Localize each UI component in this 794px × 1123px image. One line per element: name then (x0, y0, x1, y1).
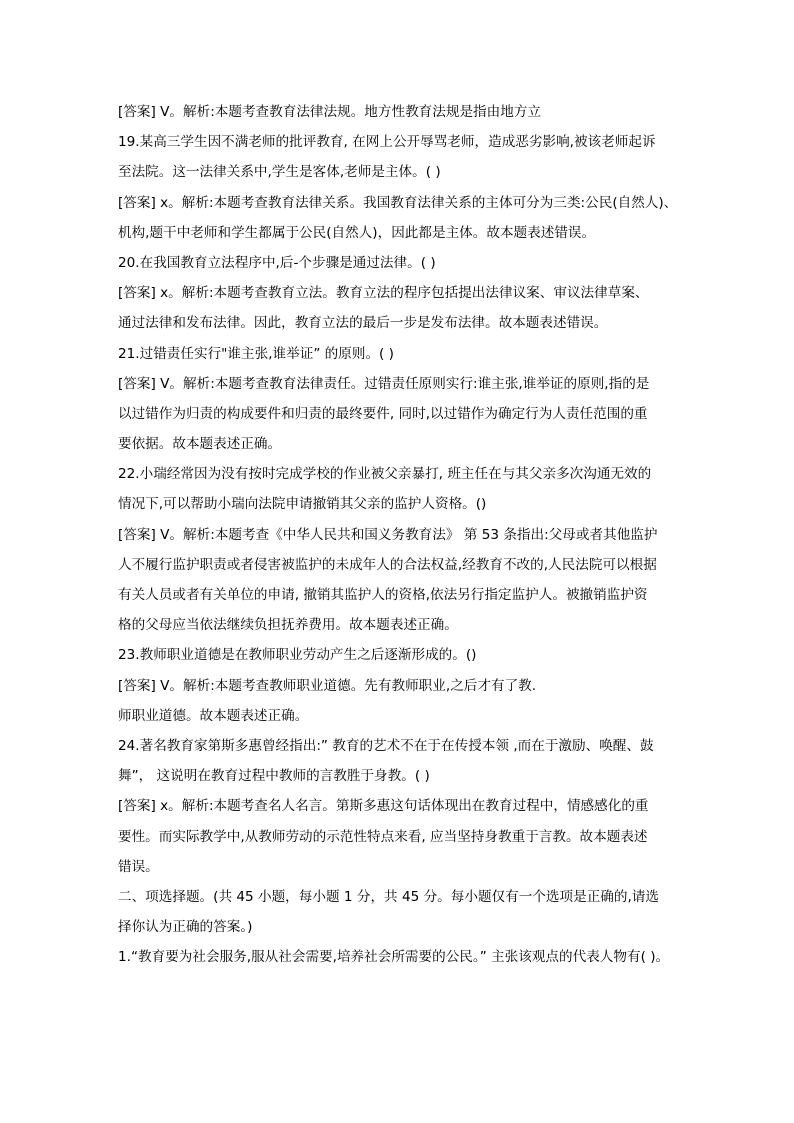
text-line: 择你认为正确的答案。) (118, 919, 253, 936)
text-line: 错误。 (118, 858, 159, 875)
text-line: 有关人员或者有关单位的申请, 撤销其监护人的资格,依法另行指定监护人。被撤销监护资 (118, 587, 648, 603)
text-line: 要依据。故本题表述正确。 (118, 436, 282, 453)
text-line: [答案] x。解析:本题考查教育法律关系。我国教育法律关系的主体可分为三类:公民(自然人)、 (118, 194, 678, 211)
text-line: 格的父母应当依法继续负担抚养费用。故本题表述正确。 (118, 617, 458, 634)
text-line: 23.教师职业道德是在教师职业劳动产生之后逐渐形成的。() (118, 647, 477, 664)
text-line: 机构,题干中老师和学生都属于公民(自然人)，因此都是主体。故本题表述错误。 (118, 224, 596, 241)
text-line: 以过错作为归责的构成要件和归责的最终要件, 同时,以过错作为确定行为人责任范围的重 (118, 405, 648, 422)
text-line: 通过法律和发布法律。因此，教育立法的最后一步是发布法律。故本题表述错误。 (118, 315, 608, 332)
text-line: 舞”， 这说明在教育过程中教师的言教胜于身教。( ) (118, 768, 430, 785)
text-line: [答案] V。解析:本题考查教育法律法规。地方性教育法规是指由地方立 (118, 104, 542, 120)
text-line: 22.小瑞经常因为没有按时完成学校的作业被父亲暴打, 班主任在与其父亲多次沟通无效的 (118, 466, 652, 483)
text-line: 1.“教育要为社会服务,服从社会需要,培养社会所需要的公民。” 主张该观点的代表人物有( )。 (118, 949, 670, 966)
text-line: 21.过错责任实行"谁主张,谁举证” 的原则。( ) (118, 345, 394, 362)
text-line: 师职业道德。故本题表述正确。 (118, 707, 309, 724)
text-line: [答案] V。解析:本题考查《中华人民共和国义务教育法》 第 53 条指出:父母或者其他监护 (118, 526, 658, 543)
text-line: 人不履行监护职责或者侵害被监护的未成年人的合法权益,经教育不改的,人民法院可以根据 (118, 556, 657, 573)
document-page (118, 97, 688, 972)
text-line: 要性。而实际教学中,从教师劳动的示范性特点来看, 应当坚持身教重于言教。故本题表述 (118, 828, 648, 845)
text-line: 24.著名教育家第斯多惠曾经指出:” 教育的艺术不在于在传授本领 ,而在于激励、唤醒、鼓 (118, 737, 654, 754)
text-line: 20.在我国教育立法程序中,后-个步骤是通过法律。( ) (118, 254, 436, 271)
text-line: 情况下,可以帮助小瑞向法院申请撤销其父亲的监护人资格。() (118, 496, 487, 513)
text-line: 二、项选择题。(共 45 小题，每小题 1 分，共 45 分。每小题仅有一个选项是正确的,请选 (118, 888, 659, 905)
text-line: [答案] x。解析:本题考查教育立法。教育立法的程序包括提出法律议案、审议法律草案、 (118, 285, 649, 302)
text-line: 19.某高三学生因不满老师的批评教育, 在网上公开辱骂老师，造成恶劣影响,被该老师起诉 (118, 134, 656, 151)
text-line: 至法院。这一法律关系中,学生是客体,老师是主体。( ) (118, 164, 441, 181)
text-line: [答案] V。解析:本题考查教师职业道德。先有教师职业,之后才有了教. (118, 677, 537, 694)
text-line: [答案] V。解析:本题考查教育法律责任。过错责任原则实行:谁主张,谁举证的原则,指的是 (118, 375, 650, 392)
text-line: [答案] x。解析:本题考查名人名言。第斯多惠这句话体现出在教育过程中，情感感化的重 (118, 798, 649, 815)
